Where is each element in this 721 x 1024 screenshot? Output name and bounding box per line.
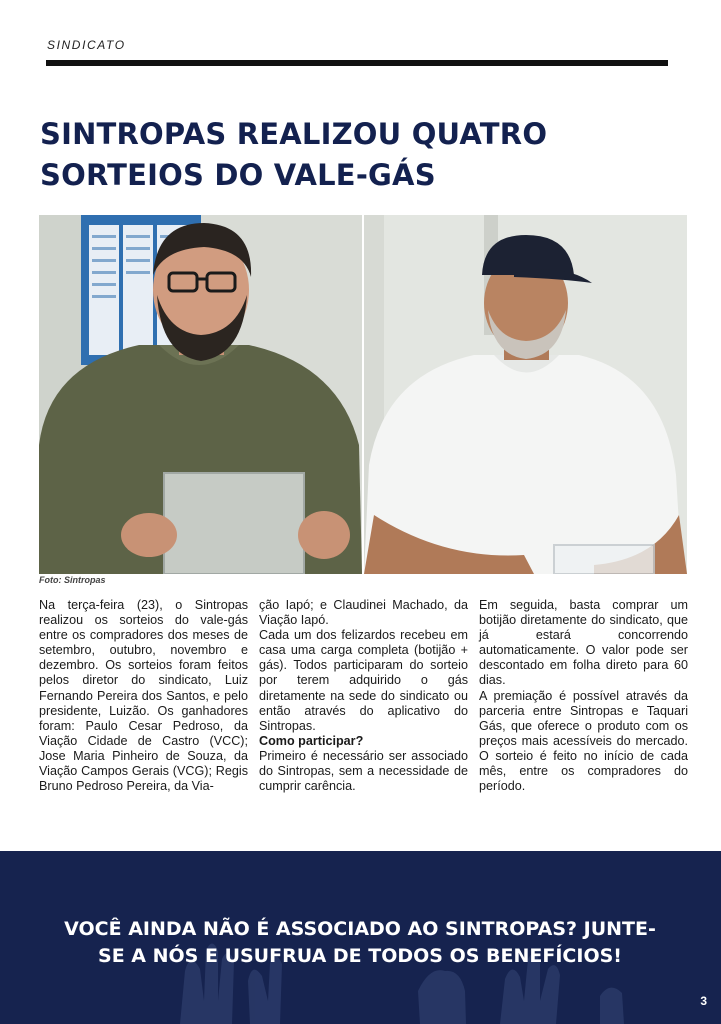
article-paragraph: ção Iapó; e Claudinei Machado, da Viação Iapó. (259, 598, 468, 628)
article-paragraph: A premiação é possível através da parceria entre Sintropas e Taquari Gás, que oferece o produto com os preços mais acessíveis do mercado. O sorteio é feito no início de cada mês, entre os compradores do período. (479, 688, 688, 794)
article-paragraph: Cada um dos felizardos recebeu em casa uma carga completa (botijão + gás). Todos participaram do sorteio por terem adquirido o gás diretamente na sede do sindicato ou então através do aplicativo do Sintropas. (259, 628, 468, 733)
article-paragraph: Em seguida, basta comprar um botijão diretamente do sindicato, que já estará concorrendo automaticamente. O valor pode ser descontado em folha direto para 60 dias. (479, 598, 688, 688)
article-subheading: Como participar? (259, 733, 364, 748)
article-title: SINTROPAS REALIZOU QUATRO SORTEIOS DO VALE-GÁS (40, 117, 548, 192)
membership-banner (0, 851, 721, 1024)
photo-winner-draw-right (364, 215, 687, 574)
article-paragraph: Na terça-feira (23), o Sintropas realizou os sorteios do vale-gás entre os compradores dos meses de setembro, outubro, novembro e dezembro. Os sorteios foram feitos pelos diretor do sindicato, Luiz Fernando Pereira dos Santos, e pelo presidente, Luizão. Os ganhadores foram: Paulo Cesar Pedroso, da Viação Cidade de Castro (VCC); Jose Maria Pinheiro de Souza, da Viação Campos Gerais (VCG); Regis Bruno Pedroso Pereira, da Via- (39, 598, 248, 794)
membership-call-to-action: VOCÊ AINDA NÃO É ASSOCIADO AO SINTROPAS? JUNTE-SE A NÓS E USUFRUA DE TODOS OS BENEFÍCIOS! (64, 918, 656, 967)
photo-winner-draw-left (39, 215, 362, 574)
header-rule (46, 60, 668, 66)
article-column-1 (39, 598, 248, 794)
article-column-3 (479, 598, 688, 794)
article-paragraph: Primeiro é necessário ser associado do Sintropas, sem a necessidade de cumprir carência. (259, 748, 468, 794)
photo-caption: Foto: Sintropas (39, 575, 106, 585)
page-number: 3 (700, 994, 707, 1008)
article-column-2 (259, 598, 468, 794)
section-label: SINDICATO (47, 38, 126, 52)
